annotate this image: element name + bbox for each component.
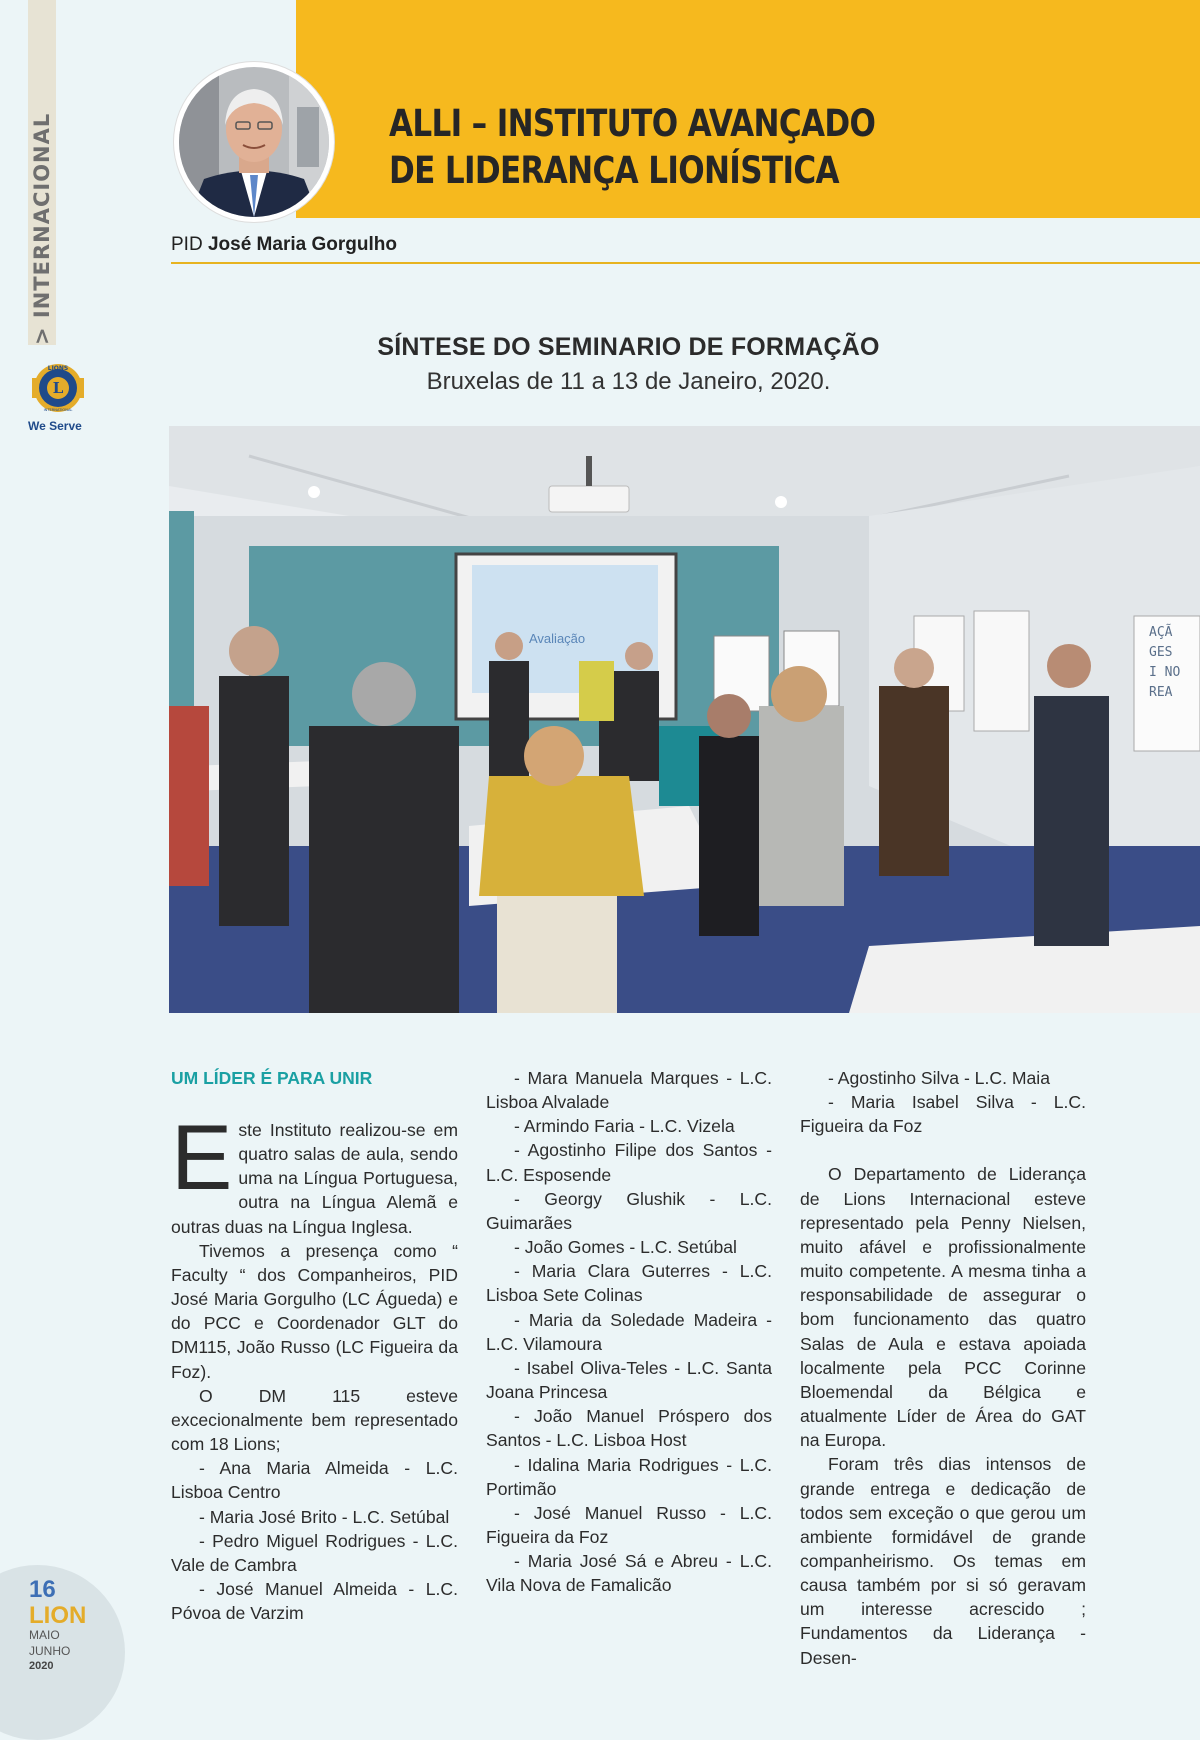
list-item: - João Manuel Próspero dos Santos - L.C. Lisboa Host: [486, 1406, 772, 1451]
list-item: - Pedro Miguel Rodrigues - L.C. Vale de Cambra: [171, 1530, 458, 1575]
author-line: [171, 234, 397, 256]
paragraph: Tivemos a presença como “ Faculty “ dos Companheiros, PID José Maria Gorgulho (LC Águeda) e do PCC e Coordenador GLT do DM115, João Russo (LC Figueira da Foz).: [171, 1240, 458, 1382]
section-label: > INTERNACIONAL: [30, 112, 54, 345]
list-item: - José Manuel Russo - L.C. Figueira da Foz: [486, 1502, 772, 1547]
slide-text: Avaliação: [529, 631, 586, 646]
lions-logo-icon: [28, 360, 88, 416]
paragraph: O DM 115 esteve excecionalmente bem representado com 18 Lions;: [171, 1385, 458, 1455]
paragraph: O Departamento de Liderança de Lions Internacional esteve representado pela Penny Nielsen, muito afável e profissionalmente muito competente. A mesma tinha a responsabilidade de assegurar o bom funcionamento das quatro Salas de Aula e estava apoiada localmente pela PCC Corinne Bloemendal da Bélgica e atualmente Líder de Área do GAT na Europa.: [800, 1164, 1086, 1451]
motto: We Serve: [28, 419, 82, 433]
page-number: 16: [29, 1576, 56, 1603]
list-item: - Maria Clara Guterres - L.C. Lisboa Sete Colinas: [486, 1261, 772, 1306]
list-item: - Agostinho Silva - L.C. Maia: [828, 1068, 1050, 1088]
list-item: - Maria Isabel Silva - L.C. Figueira da Foz: [800, 1092, 1086, 1137]
issue-year: 2020: [29, 1660, 54, 1672]
section-heading: UM LÍDER É PARA UNIR: [171, 1068, 373, 1088]
logo-top-text: LIONS: [47, 365, 69, 372]
title-line-1: ALLI – INSTITUTO AVANÇADO: [389, 102, 876, 145]
list-item: - Maria José Brito - L.C. Setúbal: [199, 1506, 450, 1527]
list-item: - Armindo Faria - L.C. Vizela: [514, 1116, 735, 1137]
intro-paragraph: [171, 1107, 458, 1239]
author-name: José Maria Gorgulho: [207, 234, 397, 255]
board-line-4: REA: [1149, 685, 1173, 700]
list-item: - José Manuel Almeida - L.C. Póvoa de Varzim: [171, 1578, 458, 1624]
issue-month-1: MAIO: [29, 1628, 60, 1642]
paragraph: Foram três dias intensos de grande entrega e dedicação de todos sem exceção o que gerou um ambiente formidável de grande companheirismo. Os temas em causa também por si só geravam um interesse acrescido ; Fundamentos da Liderança - Desen-: [800, 1454, 1086, 1668]
author-avatar: [174, 62, 334, 222]
list-item: - Ana Maria Almeida - L.C. Lisboa Centro: [171, 1458, 458, 1503]
board-line-2: GES: [1149, 645, 1173, 660]
issue-month-2: JUNHO: [29, 1644, 71, 1658]
list-item: - Isabel Oliva-Teles - L.C. Santa Joana Princesa: [486, 1357, 772, 1403]
list-item: - Agostinho Filipe dos Santos - L.C. Esposende: [486, 1140, 772, 1185]
board-line-1: AÇÃ: [1149, 625, 1173, 640]
author-prefix: PID: [171, 234, 203, 255]
seminar-photo: [169, 426, 1200, 1013]
list-item: - João Gomes - L.C. Setúbal: [514, 1237, 737, 1258]
article-column-3: [800, 1066, 1086, 1670]
article-column-1: [171, 1066, 458, 1625]
article-column-2: [486, 1066, 772, 1597]
list-item: - Mara Manuela Marques - L.C. Lisboa Alvalade: [486, 1068, 772, 1113]
list-item: - Maria da Soledade Madeira - L.C. Vilamoura: [486, 1309, 772, 1354]
seminar-title: SÍNTESE DO SEMINARIO DE FORMAÇÃO: [377, 333, 880, 361]
seminar-subtitle: Bruxelas de 11 a 13 de Janeiro, 2020.: [426, 368, 831, 395]
list-item: - Maria José Sá e Abreu - L.C. Vila Nova de Famalicão: [486, 1551, 772, 1596]
paragraph-spacer: [800, 1138, 1086, 1162]
logo-bottom-text: INTERNATIONAL: [43, 408, 73, 412]
author-divider: [171, 262, 1200, 264]
magazine-name: LION: [29, 1602, 87, 1629]
title-line-2: DE LIDERANÇA LIONÍSTICA: [389, 149, 839, 192]
article-title: [389, 100, 1179, 194]
list-item: - Georgy Glushik - L.C. Guimarães: [486, 1188, 772, 1233]
list-item: - Idalina Maria Rodrigues - L.C. Portimão: [486, 1454, 772, 1499]
dropcap: E: [171, 1107, 233, 1209]
intro-text: ste Instituto realizou-se em quatro salas de aula, sendo uma na Língua Portuguesa, outra na Língua Alemã e outras duas na Língua Inglesa.: [171, 1120, 458, 1237]
logo-letter: L: [52, 379, 64, 397]
board-line-3: I NO: [1149, 665, 1181, 680]
